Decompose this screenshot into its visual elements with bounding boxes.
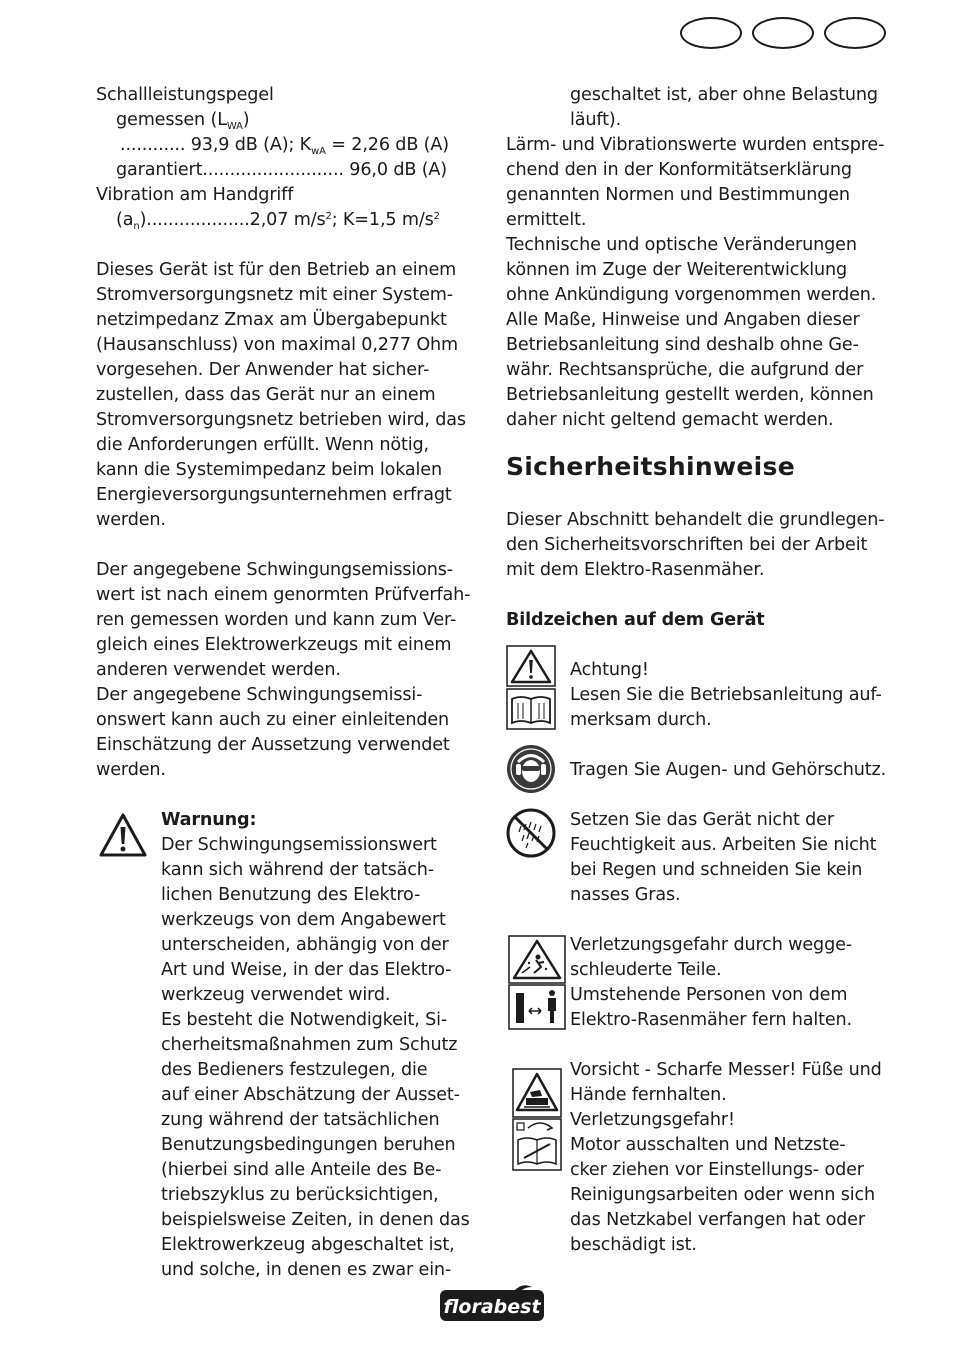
warning-line: Der Schwingungsemissionswert xyxy=(161,835,437,855)
symbol-text-line: Reinigungsarbeiten oder wenn sich xyxy=(570,1185,875,1205)
paragraph-line: werden. xyxy=(96,510,166,530)
measured-value: ............ 93,9 dB (A); $K_{wA} = 2,26$ dB (A) xyxy=(120,135,449,157)
paragraph-line: den Sicherheitsvorschriften bei der Arbeit xyxy=(506,535,868,555)
warning-line: zung während der tatsächlichen xyxy=(161,1110,440,1130)
paragraph-line: die Anforderungen erfüllt. Wenn nötig, xyxy=(96,435,429,455)
warning-line: auf einer Abschätzung der Ausset- xyxy=(161,1085,460,1105)
paragraph-line: Lärm- und Vibrationswerte wurden entspre- xyxy=(506,135,885,155)
symbol-text-line: cker ziehen vor Einstellungs- oder xyxy=(570,1160,864,1180)
symbol-text-line: beschädigt ist. xyxy=(570,1235,697,1255)
symbol-text-line: bei Regen und schneiden Sie kein xyxy=(570,860,863,880)
section-heading-safety: Sicherheitshinweise xyxy=(506,452,795,481)
symbol-protection-text: Tragen Sie Augen- und Gehörschutz. xyxy=(570,760,887,780)
paragraph-line: Betriebsanleitung sind deshalb ohne Ge- xyxy=(506,335,859,355)
paragraph-line: onswert kann auch zu einer einleitenden xyxy=(96,710,450,730)
thrown-objects-icon xyxy=(508,935,566,1031)
warning-line: und solche, in denen es zwar ein- xyxy=(161,1260,452,1280)
paragraph-line: Technische und optische Veränderungen xyxy=(506,235,857,255)
warning-line: triebszyklus zu berücksichtigen, xyxy=(161,1185,439,1205)
symbol-text-line: merksam durch. xyxy=(570,710,712,730)
warning-line: beispielsweise Zeiten, in denen das xyxy=(161,1210,470,1230)
warning-line: Elektrowerkzeug abgeschaltet ist, xyxy=(161,1235,455,1255)
warning-title: Warnung: xyxy=(161,810,257,830)
symbol-text-line: das Netzkabel verfangen hat oder xyxy=(570,1210,865,1230)
symbol-text-line: Elektro-Rasenmäher fern halten. xyxy=(570,1010,853,1030)
symbol-text-line: Vorsicht - Scharfe Messer! Füße und xyxy=(570,1060,882,1080)
eye-ear-protection-icon xyxy=(506,744,556,794)
warning-line: Art und Weise, in der das Elektro- xyxy=(161,960,452,980)
paragraph-line: Dieses Gerät ist für den Betrieb an einem xyxy=(96,260,457,280)
paragraph-line: wert ist nach einem genormten Prüfverfah- xyxy=(96,585,471,605)
symbol-text-line: Motor ausschalten und Netzste- xyxy=(570,1135,846,1155)
paragraph-line: anderen verwendet werden. xyxy=(96,660,341,680)
symbol-text-line: Achtung! xyxy=(570,660,649,680)
warning-line: werkzeug verwendet wird. xyxy=(161,985,391,1005)
language-badge-2[interactable] xyxy=(752,17,814,49)
paragraph-line: netzimpedanz Zmax am Übergabepunkt xyxy=(96,310,447,330)
symbol-text-line: Setzen Sie das Gerät nicht der xyxy=(570,810,834,830)
guaranteed-value: garantiert.......................... 96,0 dB (A) xyxy=(116,160,448,180)
logo-text: florabest xyxy=(443,1296,541,1318)
paragraph-line: genannten Normen und Bestimmungen xyxy=(506,185,850,205)
paragraph-line: (Hausanschluss) von maximal 0,277 Ohm xyxy=(96,335,459,355)
warning-line: lichen Benutzung des Elektro- xyxy=(161,885,421,905)
continued-line: läuft). xyxy=(570,110,622,130)
symbol-text-line: nasses Gras. xyxy=(570,885,681,905)
sound-power-label: Schallleistungspegel xyxy=(96,85,274,105)
paragraph-line: währ. Rechtsansprüche, die aufgrund der xyxy=(506,360,864,380)
paragraph-line: zustellen, dass das Gerät nur an einem xyxy=(96,385,436,405)
symbol-text-line: Umstehende Personen von dem xyxy=(570,985,848,1005)
warning-line: werkzeugs von dem Angabewert xyxy=(161,910,446,930)
paragraph-line: chend den in der Konformitätserklärung xyxy=(506,160,852,180)
paragraph-line: Energieversorgungsunternehmen erfragt xyxy=(96,485,452,505)
florabest-logo xyxy=(438,1285,546,1323)
paragraph-line: Dieser Abschnitt behandelt die grundlegen- xyxy=(506,510,885,530)
paragraph-line: Stromversorgungsnetz mit einer System- xyxy=(96,285,453,305)
paragraph-line: mit dem Elektro-Rasenmäher. xyxy=(506,560,765,580)
vibration-value: $(a_n)...................2,07$ $m/s^2$; K=1,5 $m/s^2$ xyxy=(116,210,440,232)
language-badge-3[interactable] xyxy=(824,17,886,49)
warning-line: Es besteht die Notwendigkeit, Si- xyxy=(161,1010,448,1030)
paragraph-line: daher nicht geltend gemacht werden. xyxy=(506,410,834,430)
symbol-text-line: Hände fernhalten. xyxy=(570,1085,727,1105)
warning-line: kann sich während der tatsäch- xyxy=(161,860,434,880)
language-badge-1[interactable] xyxy=(680,17,742,49)
paragraph-line: Der angegebene Schwingungsemissi- xyxy=(96,685,423,705)
warning-icon xyxy=(98,812,148,858)
paragraph-line: Betriebsanleitung gestellt werden, können xyxy=(506,385,874,405)
warning-line: Benutzungsbedingungen beruhen xyxy=(161,1135,456,1155)
sharp-blades-icon xyxy=(512,1068,562,1172)
paragraph-line: kann die Systemimpedanz beim lokalen xyxy=(96,460,442,480)
warning-line: unterscheiden, abhängig von der xyxy=(161,935,449,955)
paragraph-line: ren gemessen worden und kann zum Ver- xyxy=(96,610,457,630)
symbol-text-line: Verletzungsgefahr durch wegge- xyxy=(570,935,852,955)
symbol-text-line: schleuderte Teile. xyxy=(570,960,722,980)
paragraph-line: ohne Ankündigung vorgenommen werden. xyxy=(506,285,877,305)
paragraph-line: werden. xyxy=(96,760,166,780)
warning-line: des Bedieners festzulegen, die xyxy=(161,1060,428,1080)
paragraph-line: vorgesehen. Der Anwender hat sicher- xyxy=(96,360,430,380)
warning-line: cherheitsmaßnahmen zum Schutz xyxy=(161,1035,458,1055)
symbol-text-line: Lesen Sie die Betriebsanleitung auf- xyxy=(570,685,882,705)
symbol-text-line: Feuchtigkeit aus. Arbeiten Sie nicht xyxy=(570,835,877,855)
no-moisture-icon xyxy=(506,808,556,858)
paragraph-line: Alle Maße, Hinweise und Angaben dieser xyxy=(506,310,860,330)
paragraph-line: Der angegebene Schwingungsemissions- xyxy=(96,560,453,580)
paragraph-line: ermittelt. xyxy=(506,210,587,230)
warning-line: (hierbei sind alle Anteile des Be- xyxy=(161,1160,442,1180)
paragraph-line: gleich eines Elektrowerkzeugs mit einem xyxy=(96,635,452,655)
read-manual-icon xyxy=(506,645,556,733)
vibration-label: Vibration am Handgriff xyxy=(96,185,294,205)
paragraph-line: Einschätzung der Aussetzung verwendet xyxy=(96,735,450,755)
continued-line: geschaltet ist, aber ohne Belastung xyxy=(570,85,878,105)
paragraph-line: können im Zuge der Weiterentwicklung xyxy=(506,260,848,280)
symbols-subheading: Bildzeichen auf dem Gerät xyxy=(506,610,765,630)
paragraph-line: Stromversorgungsnetz betrieben wird, das xyxy=(96,410,466,430)
symbol-text-line: Verletzungsgefahr! xyxy=(570,1110,735,1130)
measured-label: gemessen $(L_{WA})$ xyxy=(116,110,250,132)
